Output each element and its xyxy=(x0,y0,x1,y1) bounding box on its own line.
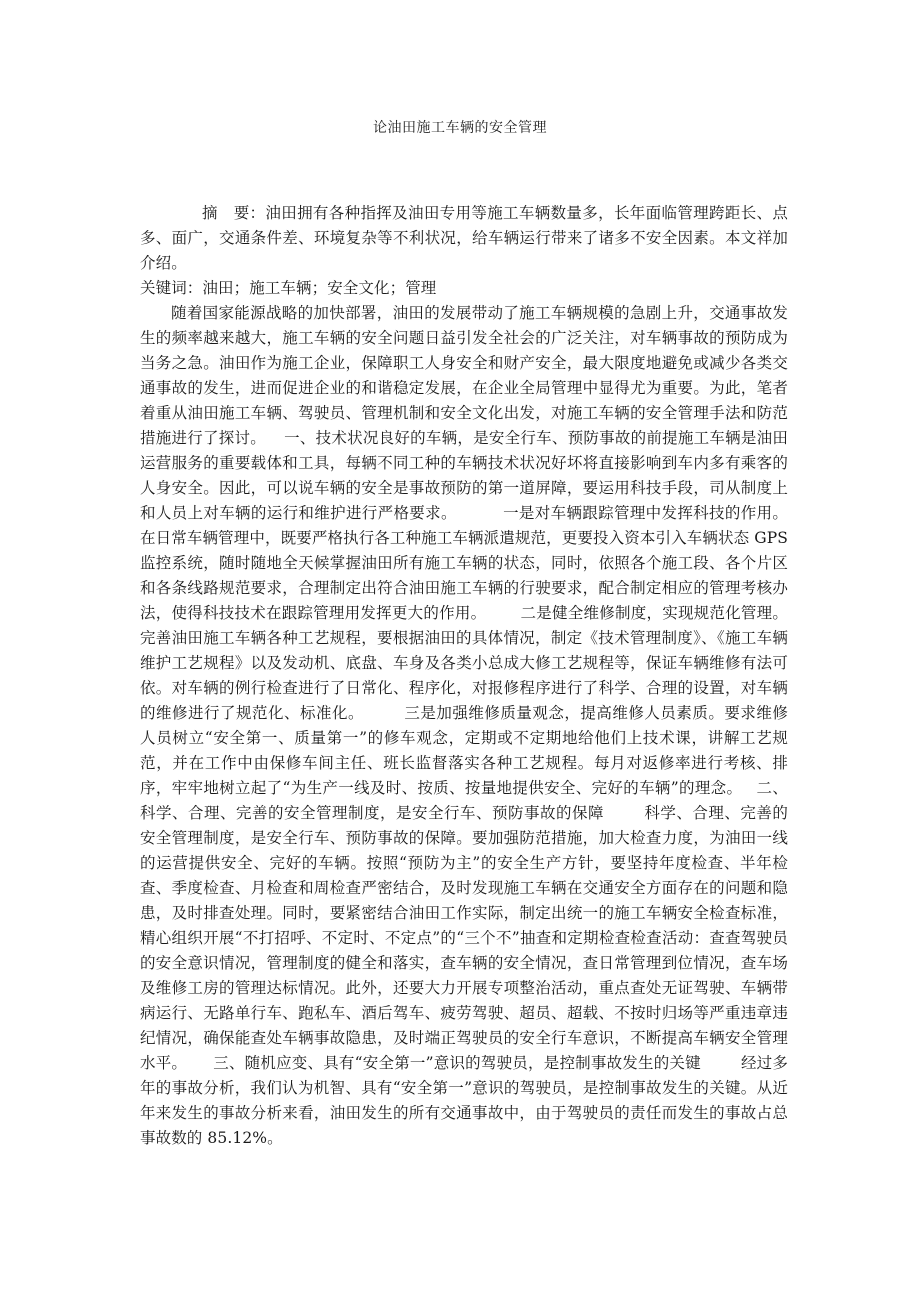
body-paragraph xyxy=(140,301,788,1151)
page-title: 论油田施工车辆的安全管理 xyxy=(373,120,547,136)
abstract-text: 油田拥有各种指挥及油田专用等施工车辆数量多，长年面临管理跨距长、点多、面广，交通条件差、环境复杂等不利状况，给车辆运行带来了诸多不安全因素。本文祥加介绍。 xyxy=(140,204,788,272)
keywords-text: 油田；施工车辆；安全文化；管理 xyxy=(202,279,437,297)
paragraph-intro: 随着国家能源战略的加快部署，油田的发展带动了施工车辆规模的急剧上升，交通事故发生的频率越来越大，施工车辆的安全问题日益引发全社会的广泛关注，对车辆事故的预防成为当务之急。油田作为施工企业，保障职工人身安全和财产安全，最大限度地避免或减少各类交通事故的发生，进而促进企业的和谐稳定发展，在企业全局管理中显得尤为重要。为此，笔者着重从油田施工车辆、驾驶员、管理机制和安全文化出发，对施工车辆的安全管理手法和防范措施进行了探讨。 xyxy=(140,304,788,447)
point-three-repair-quality: 三是加强维修质量观念，提高维修人员素质。要求维修人员树立“安全第一、质量第一”的修车观念，定期或不定期地给他们上技术课，讲解工艺规范，并在工作中由保修车间主任、班长监督落实各种工艺规程。每月对返修率进行考核、排序，牢牢地树立起了“为生产一线及时、按质、按量地提供安全、完好的车辆”的理念。 xyxy=(140,704,788,797)
section-three-heading: 三、随机应变、具有“安全第一”意识的驾驶员，是控制事故发生的关键 xyxy=(213,1054,701,1072)
point-one-tracking: 一是对车辆跟踪管理中发挥科技的作用。在日常车辆管理中，既要严格执行各工种施工车辆派遣规范，更要投入资本引入车辆状态 GPS 监控系统，随时随地全天候掌握油田所有施工车辆的状态，同时，依照各个施工段、各个片区和各条线路规范要求，合理制定出符合油田施工车辆的行驶要求，配合制定相应的管理考核办法，使得科技技术在跟踪管理用发挥更大的作用。 xyxy=(140,504,788,622)
section-three-body: 经过多年的事故分析，我们认为机智、具有“安全第一”意识的驾驶员，是控制事故发生的关键。从近年来发生的事故分析来看，油田发生的所有交通事故中，由于驾驶员的责任而发生的事故占总事故数的 85.12%。 xyxy=(140,1054,788,1147)
keywords-label: 关键词： xyxy=(140,279,203,297)
keywords-line xyxy=(140,276,788,301)
point-two-repair-system: 二是健全维修制度，实现规范化管理。完善油田施工车辆各种工艺规程，要根据油田的具体情况，制定《技术管理制度》、《施工车辆维护工艺规程》以及发动机、底盘、车身及各类小总成大修工艺规程等，保证车辆维修有法可依。对车辆的例行检查进行了日常化、程序化，对报修程序进行了科学、合理的设置，对车辆的维修进行了规范化、标准化。 xyxy=(140,604,788,722)
section-two-heading: 二、科学、合理、完善的安全管理制度，是安全行车、预防事故的保障 xyxy=(140,779,788,822)
section-two-body: 科学、合理、完善的安全管理制度，是安全行车、预防事故的保障。要加强防范措施，加大检查力度，为油田一线的运营提供安全、完好的车辆。按照“预防为主”的安全生产方针，要坚持年度检查、半年检查、季度检查、月检查和周检查严密结合，及时发现施工车辆在交通安全方面存在的问题和隐患，及时排查处理。同时，要紧密结合油田工作实际，制定出统一的施工车辆安全检查标准，精心组织开展“不打招呼、不定时、不定点”的“三个不”抽查和定期检查检查活动：查查驾驶员的安全意识情况，管理制度的健全和落实，查车辆的安全情况，查日常管理到位情况，查车场及维修工房的管理达标情况。此外，还要大力开展专项整治活动，重点查处无证驾驶、车辆带病运行、无路单行车、跑私车、酒后驾车、疲劳驾驶、超员、超载、不按时归场等严重违章违纪情况，确保能查处车辆事故隐患，及时端正驾驶员的安全行车意识，不断提高车辆安全管理水平。 xyxy=(140,804,788,1072)
document-body xyxy=(140,201,788,1151)
abstract-label: 摘 要： xyxy=(202,204,266,222)
abstract-paragraph xyxy=(140,201,788,276)
section-one-heading: 一、技术状况良好的车辆，是安全行车、预防事故的前提施工车辆是油田运营服务的重要载体和工具，每辆不同工种的车辆技术状况好坏将直接影响到车内多有乘客的人身安全。因此，可以说车辆的安全是事故预防的第一道屏障，要运用科技手段，司从制度上和人员上对车辆的运行和维护进行严格要求。 xyxy=(140,429,788,522)
